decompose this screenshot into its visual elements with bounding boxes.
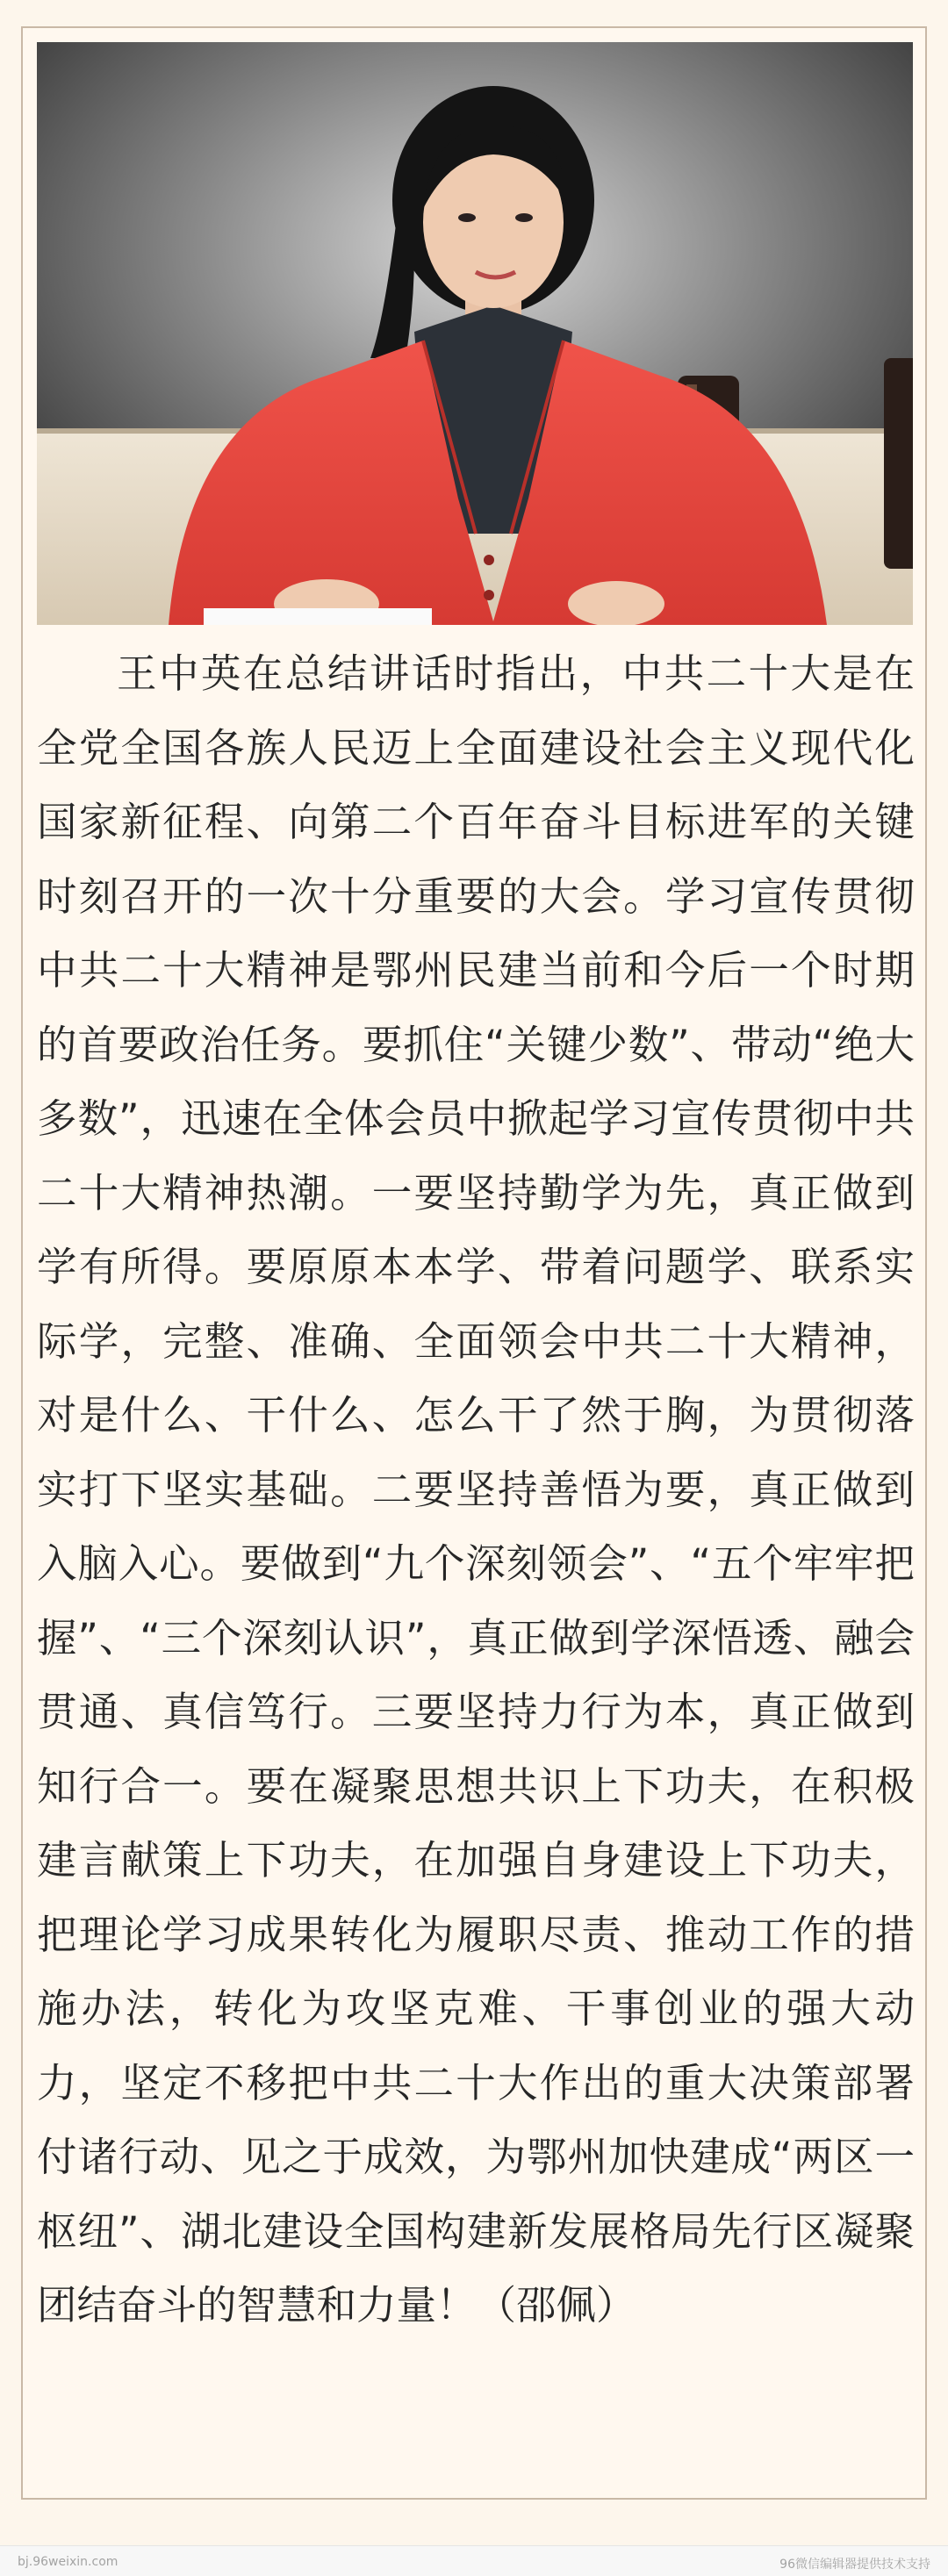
speaker-photo: [37, 42, 913, 625]
footer-credit: 96微信编辑器提供技术支持: [779, 2558, 930, 2572]
footer-source-link[interactable]: bj.96weixin.com: [18, 2555, 118, 2569]
article-paragraph: 王中英在总结讲话时指出，中共二十大是在全党全国各族人民迈上全面建设社会主义现代化国家新征程、向第二个百年奋斗目标进军的关键时刻召开的一次十分重要的大会。学习宣传贯彻中共二十大精神是鄂州民建当前和今后一个时期的首要政治任务。要抓住“关键少数”、带动“绝大多数”，迅速在全体会员中掀起学习宣传贯彻中共二十大精神热潮。一要坚持勤学为先，真正做到学有所得。要原原本本学、带着问题学、联系实际学，完整、准确、全面领会中共二十大精神，对是什么、干什么、怎么干了然于胸，为贯彻落实打下坚实基础。二要坚持善悟为要，真正做到入脑入心。要做到“九个深刻领会”、“五个牢牢把握”、“三个深刻认识”，真正做到学深悟透、融会贯通、真信笃行。三要坚持力行为本，真正做到知行合一。要在凝聚思想共识上下功夫，在积极建言献策上下功夫，在加强自身建设上下功夫，把理论学习成果转化为履职尽责、推动工作的措施办法，转化为攻坚克难、干事创业的强大动力，坚定不移把中共二十大作出的重大决策部署付诸行动、见之于成效，为鄂州加快建成“两区一枢纽”、湖北建设全国构建新发展格局先行区凝聚团结奋斗的智慧和力量！（邵佩）: [37, 650, 915, 2328]
article-card: [21, 26, 927, 2500]
footer-bar: [0, 2545, 948, 2576]
